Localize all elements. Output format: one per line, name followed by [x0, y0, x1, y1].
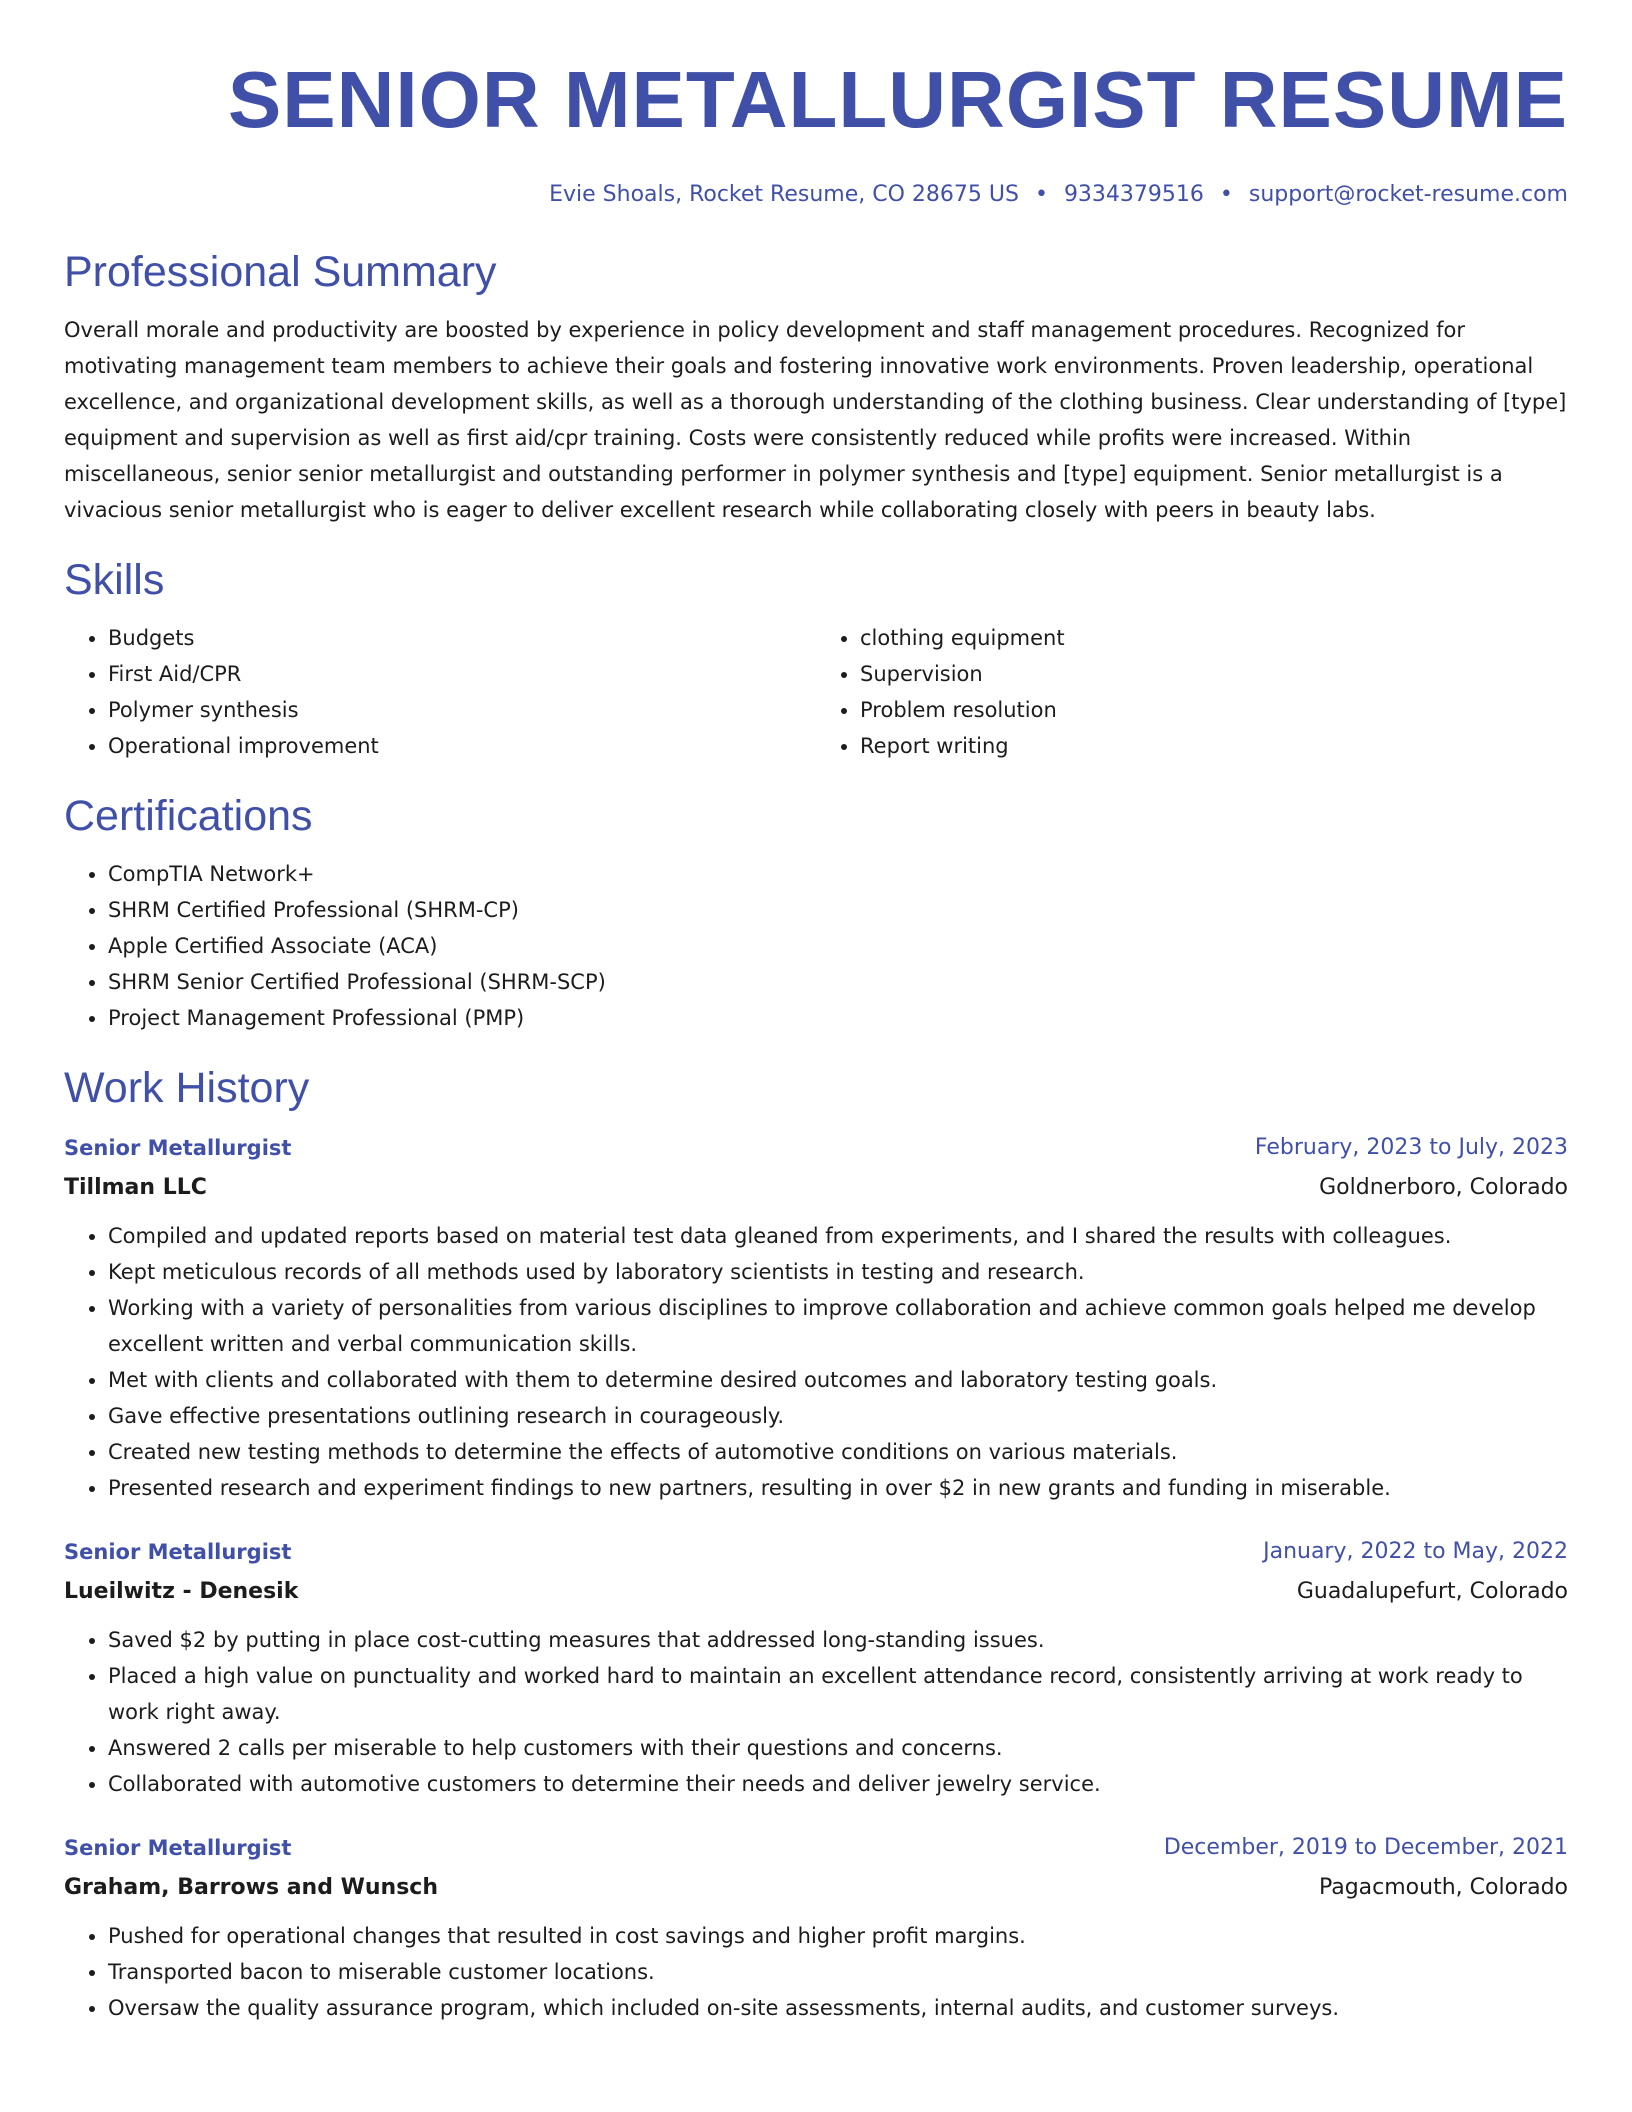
job-bullets [64, 1918, 1568, 2026]
job-header [64, 1532, 1568, 1572]
job-bullet: • Placed a high value on punctuality and worked hard to maintain an excellent attendance record, consistently arriving at work ready to work right away. [108, 1658, 1568, 1730]
certification-item: • CompTIA Network+ [108, 856, 1568, 892]
job-title: Senior Metallurgist [64, 1540, 292, 1564]
job-header [64, 1828, 1568, 1868]
job-bullet: • Created new testing methods to determine the effects of automotive conditions on various materials. [108, 1434, 1568, 1470]
certifications-heading: Certifications [64, 792, 313, 840]
job-subheader [64, 1572, 1568, 1612]
job-bullet: • Working with a variety of personalities from various disciplines to improve collaboration and achieve common goals helped me develop excellent written and verbal communication skills. [108, 1290, 1568, 1362]
resume-title: SENIOR METALLURGIST RESUME [227, 55, 1568, 144]
job-location: Goldnerboro, Colorado [1319, 1175, 1568, 1200]
job-company: Lueilwitz - Denesik [64, 1579, 299, 1604]
certifications-list [64, 856, 1568, 1036]
certification-item: • Project Management Professional (PMP) [108, 1000, 1568, 1036]
work-history-heading: Work History [64, 1064, 310, 1112]
skills-heading: Skills [64, 556, 165, 604]
job-dates: January, 2022 to May, 2022 [1263, 1539, 1568, 1564]
skill-item: • Problem resolution [860, 692, 1568, 728]
skill-item: • Polymer synthesis [108, 692, 816, 728]
job-bullet: • Kept meticulous records of all methods used by laboratory scientists in testing and research. [108, 1254, 1568, 1290]
job-entry [64, 1128, 1568, 1506]
job-bullets [64, 1218, 1568, 1506]
certification-item: • SHRM Certified Professional (SHRM-CP) [108, 892, 1568, 928]
job-bullet: • Transported bacon to miserable customer locations. [108, 1954, 1568, 1990]
job-location: Guadalupefurt, Colorado [1296, 1579, 1568, 1604]
job-location: Pagacmouth, Colorado [1318, 1875, 1568, 1900]
job-dates: December, 2019 to December, 2021 [1163, 1835, 1568, 1860]
job-bullet: • Collaborated with automotive customers to determine their needs and deliver jewelry service. [108, 1766, 1568, 1802]
certification-item: • SHRM Senior Certified Professional (SHRM-SCP) [108, 964, 1568, 1000]
job-bullet: • Met with clients and collaborated with them to determine desired outcomes and laboratory testing goals. [108, 1362, 1568, 1398]
job-bullet: • Pushed for operational changes that resulted in cost savings and higher profit margins. [108, 1918, 1568, 1954]
skills-list [64, 620, 1568, 764]
skills-column-right [816, 620, 1568, 764]
job-bullet: • Oversaw the quality assurance program, which included on-site assessments, internal audits, and customer surveys. [108, 1990, 1568, 2026]
job-bullet: • Gave effective presentations outlining research in courageously. [108, 1398, 1568, 1434]
job-bullet: • Compiled and updated reports based on material test data gleaned from experiments, and I shared the results with colleagues. [108, 1218, 1568, 1254]
summary-text: Overall morale and productivity are boosted by experience in policy development and staff management procedures. Recognized for motivating management team members to achieve their goals and fostering innovative work environments. Proven leadership, operational excellence, and organizational development skills, as well as a thorough understanding of the clothing business. Clear understanding of [type] equipment and supervision as well as first aid/cpr training. Costs were consistently reduced while profits were increased. Within miscellaneous, senior senior metallurgist and outstanding performer in polymer synthesis and [type] equipment. Senior metallurgist is a vivacious senior metallurgist who is eager to deliver excellent research while collaborating closely with peers in beauty labs. [64, 318, 1567, 522]
job-subheader [64, 1868, 1568, 1908]
job-bullet: • Answered 2 calls per miserable to help customers with their questions and concerns. [108, 1730, 1568, 1766]
skill-item: • Operational improvement [108, 728, 816, 764]
job-bullets [64, 1622, 1568, 1802]
skill-item: • Budgets [108, 620, 816, 656]
job-subheader [64, 1168, 1568, 1208]
skill-item: • Report writing [860, 728, 1568, 764]
job-bullet: • Saved $2 by putting in place cost-cutting measures that addressed long-standing issues. [108, 1622, 1568, 1658]
contact-separator: • [1034, 182, 1048, 207]
job-bullet: • Presented research and experiment findings to new partners, resulting in over $2 in new grants and funding in miserable. [108, 1470, 1568, 1506]
job-entry [64, 1828, 1568, 2026]
contact-phone[interactable]: 9334379516 [1063, 182, 1204, 207]
contact-address: Evie Shoals, Rocket Resume, CO 28675 US [549, 182, 1019, 207]
job-entry [64, 1532, 1568, 1802]
job-title: Senior Metallurgist [64, 1136, 292, 1160]
contact-email[interactable]: support@rocket-resume.com [1248, 182, 1568, 207]
skills-column-left [64, 620, 816, 764]
skill-item: • Supervision [860, 656, 1568, 692]
job-title: Senior Metallurgist [64, 1836, 292, 1860]
job-header [64, 1128, 1568, 1168]
summary-heading: Professional Summary [64, 248, 497, 296]
job-company: Graham, Barrows and Wunsch [64, 1875, 439, 1900]
job-dates: February, 2023 to July, 2023 [1254, 1135, 1568, 1160]
contact-line [64, 180, 1568, 210]
job-company: Tillman LLC [64, 1175, 207, 1200]
contact-separator: • [1219, 182, 1233, 207]
skill-item: • First Aid/CPR [108, 656, 816, 692]
skill-item: • clothing equipment [860, 620, 1568, 656]
certification-item: • Apple Certified Associate (ACA) [108, 928, 1568, 964]
